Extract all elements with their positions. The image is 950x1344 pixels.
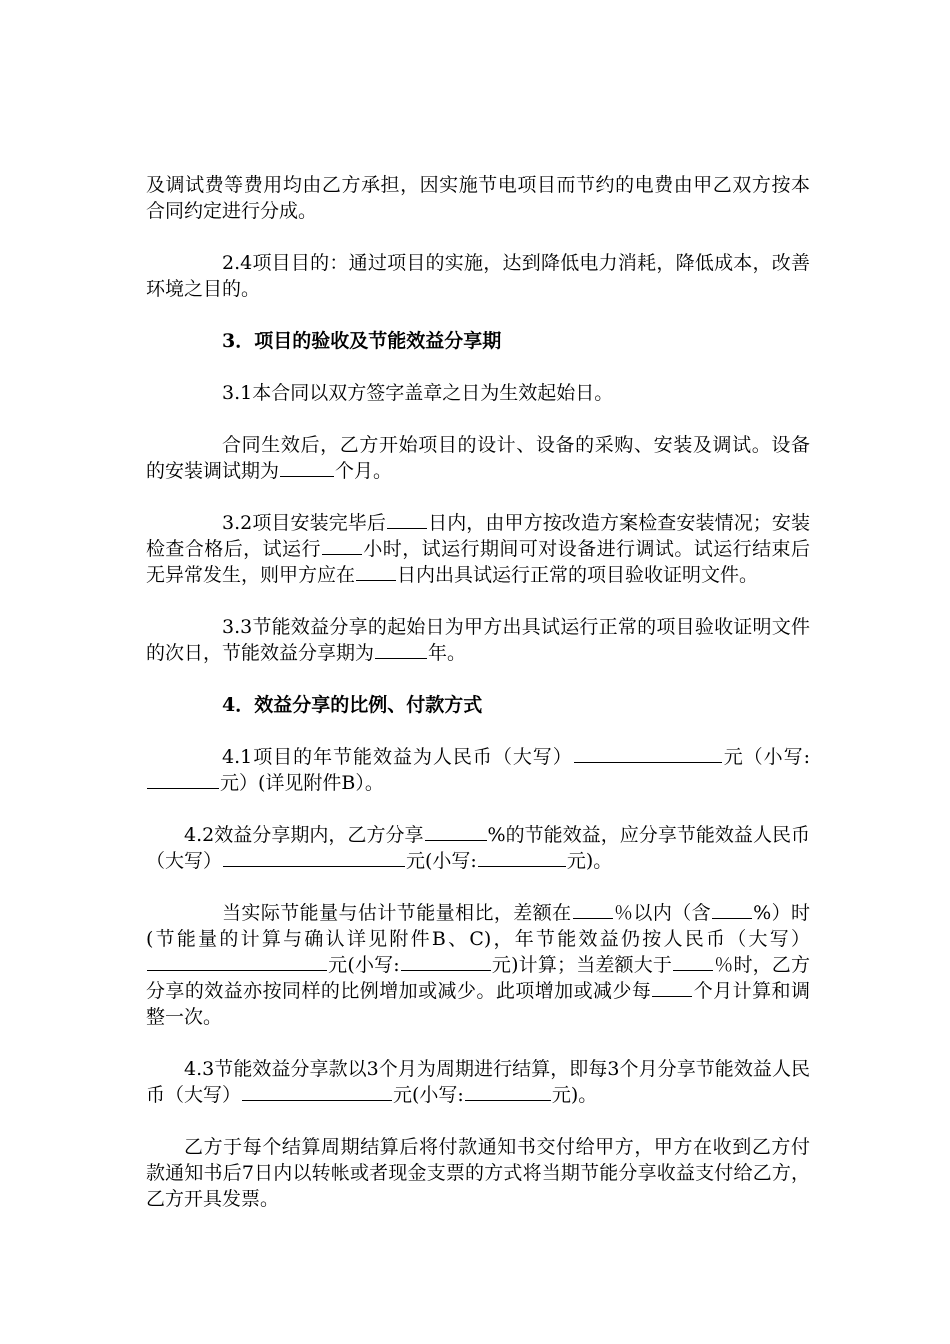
paragraph-effective-date: 3.1本合同以双方签字盖章之日为生效起始日。 xyxy=(222,382,614,404)
paragraph-payment-notice: 乙方于每个结算周期结算后将付款通知书交付给甲方，甲方在收到乙方付款通知书后7日内以转帐或者现金支票的方式将当期节能分享收益支付给乙方，乙方开具发票。 xyxy=(146,1136,810,1210)
blank-field[interactable] xyxy=(478,848,566,867)
text: 小时，试运行期间可对设备进行调试。试运行结束后无异常发生，则甲方应在 xyxy=(146,538,810,586)
paragraph-variance-adjustment xyxy=(146,900,810,1030)
text: 当实际节能量与估计节能量相比，差额在 xyxy=(222,902,572,924)
paragraph-installation-period xyxy=(146,432,810,484)
blank-field[interactable] xyxy=(401,952,491,971)
blank-field[interactable] xyxy=(673,952,713,971)
text: 4.1项目的年节能效益为人民币（大写） xyxy=(222,746,573,768)
blank-field[interactable] xyxy=(223,848,405,867)
paragraph-annual-benefit xyxy=(146,744,810,796)
text: 元)计算；当差额大于 xyxy=(491,954,673,976)
paragraph-trial-run xyxy=(146,510,810,588)
paragraph-sharing-period xyxy=(146,614,810,666)
text: %的节能效益，应分享节能效益人民币（大写） xyxy=(146,824,810,872)
text: 3.2项目安装完毕后 xyxy=(222,512,387,534)
text: ％时，乙方分享的效益亦按同样的比例增加或减少。此项增加或减少每 xyxy=(146,954,810,1002)
blank-field[interactable] xyxy=(147,952,327,971)
text: 元)。 xyxy=(551,1084,598,1106)
blank-field[interactable] xyxy=(465,1082,551,1101)
blank-field[interactable] xyxy=(573,900,613,919)
text: 个月。 xyxy=(335,460,393,482)
text: 4.2效益分享期内，乙方分享 xyxy=(184,824,424,846)
text: 日内出具试运行正常的项目验收证明文件。 xyxy=(397,564,759,586)
text: 合同生效后，乙方开始项目的设计、设备的采购、安装及调试。设备的安装调试期为 xyxy=(146,434,810,482)
section-heading-benefit-sharing: 4．效益分享的比例、付款方式 xyxy=(222,694,483,716)
text: 年。 xyxy=(428,642,467,664)
blank-field[interactable] xyxy=(387,510,427,529)
text: 日内，由甲方按改造方案检查安装情况；安装检查合格后，试运行 xyxy=(146,512,810,560)
text: 3.3节能效益分享的起始日为甲方出具试运行正常的项目验收证明文件的次日，节能效益分享期为 xyxy=(146,616,810,664)
blank-field[interactable] xyxy=(712,900,752,919)
text: 个月计算和调整一次。 xyxy=(146,980,810,1028)
blank-field[interactable] xyxy=(147,770,219,789)
text: 4.3节能效益分享款以3个月为周期进行结算，即每3个月分享节能效益人民币（大写） xyxy=(146,1058,810,1106)
blank-field[interactable] xyxy=(356,562,396,581)
paragraph-share-ratio xyxy=(146,822,810,874)
blank-field[interactable] xyxy=(652,978,692,997)
paragraph-project-purpose: 2.4项目目的：通过项目的实施，达到降低电力消耗，降低成本，改善环境之目的。 xyxy=(146,252,810,300)
text: 元(小写: xyxy=(393,1084,464,1106)
text: ％以内（含 xyxy=(613,902,712,924)
text: 元(小写: xyxy=(328,954,400,976)
blank-field[interactable] xyxy=(322,536,362,555)
contract-page xyxy=(146,172,810,1238)
text: 元)。 xyxy=(566,850,613,872)
text: 元(小写: xyxy=(406,850,477,872)
text: %）时(节能量的计算与确认详见附件B、C)，年节能效益仍按人民币（大写） xyxy=(146,902,810,950)
text: 元）(详见附件B）。 xyxy=(220,772,384,794)
blank-field[interactable] xyxy=(574,744,722,763)
paragraph-quarterly-settlement xyxy=(146,1056,810,1108)
paragraph-cost-sharing: 及调试费等费用均由乙方承担，因实施节电项目而节约的电费由甲乙双方按本合同约定进行分成。 xyxy=(146,174,810,222)
text: 元（小写: xyxy=(722,746,810,768)
blank-field[interactable] xyxy=(375,640,427,659)
blank-field[interactable] xyxy=(425,822,487,841)
section-heading-acceptance: 3．项目的验收及节能效益分享期 xyxy=(222,330,502,352)
blank-field[interactable] xyxy=(242,1082,392,1101)
blank-field[interactable] xyxy=(280,458,334,477)
